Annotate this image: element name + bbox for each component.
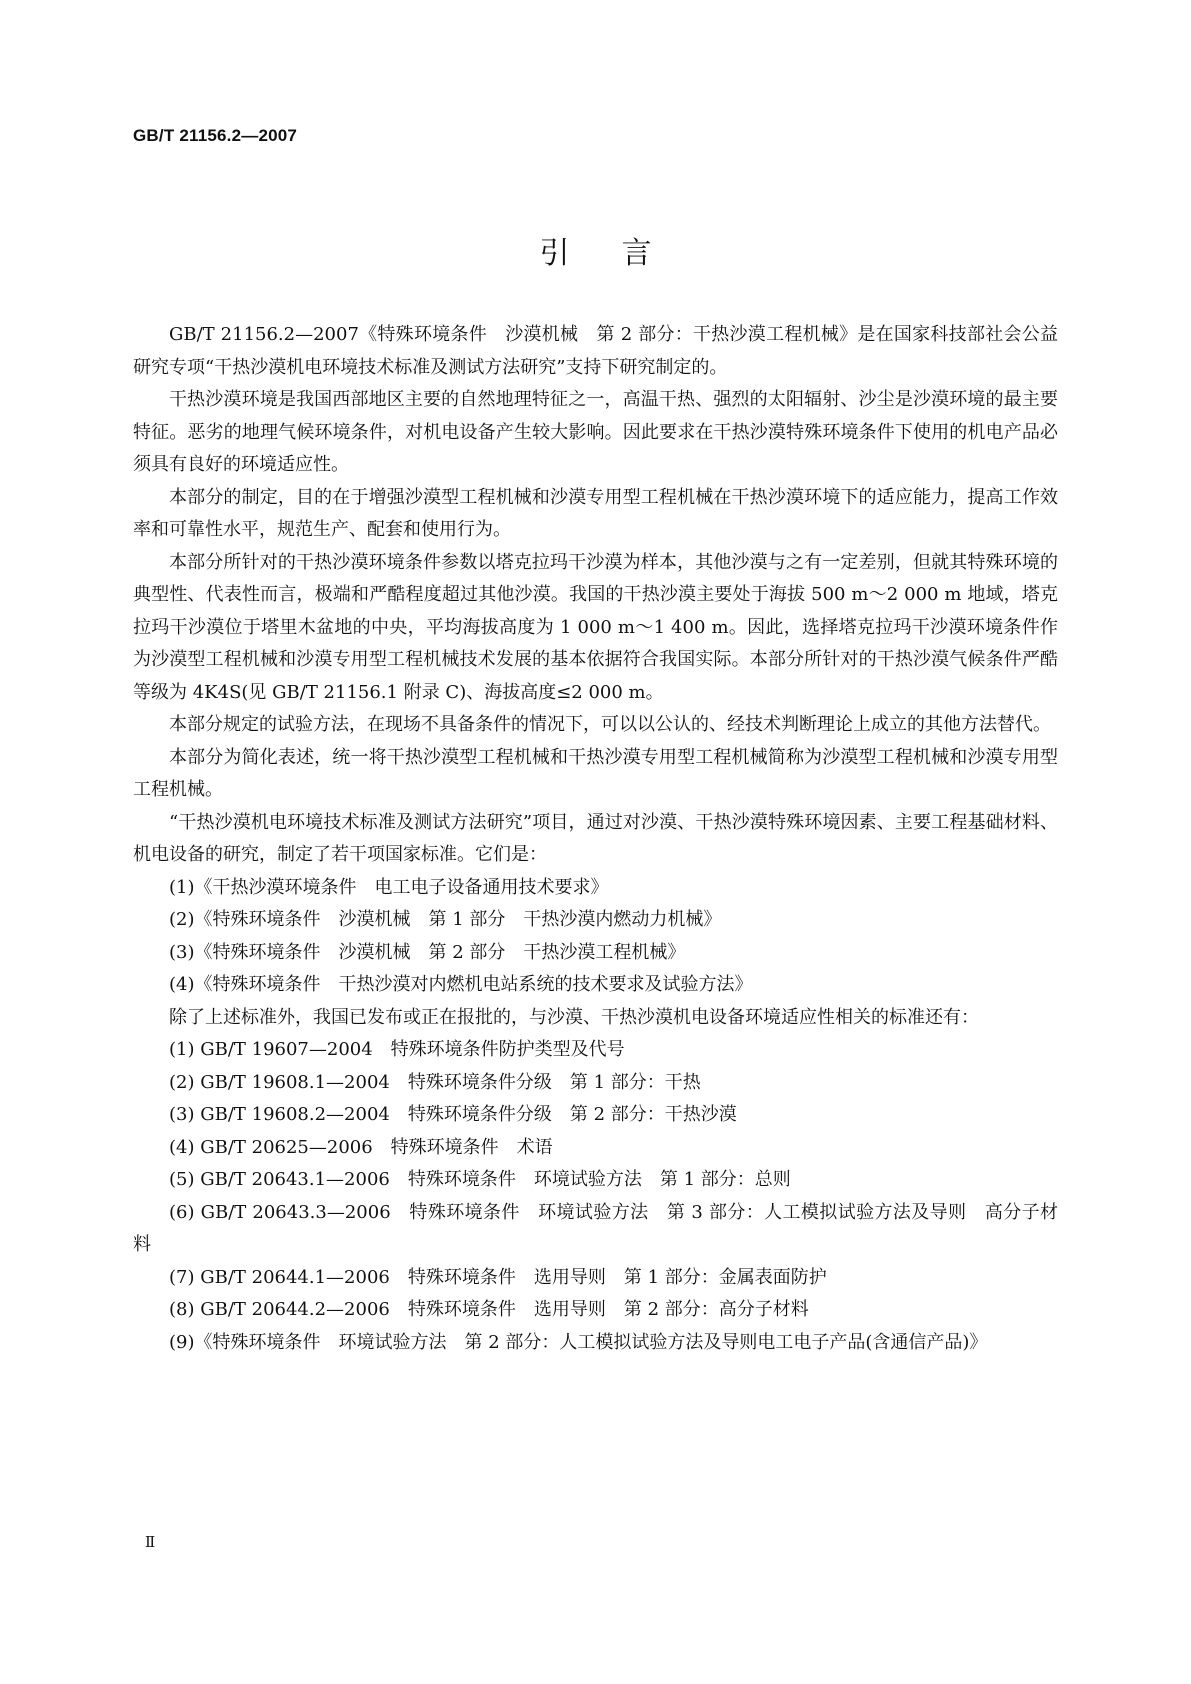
page-title: 引言 [539,236,704,271]
paragraph-environment: 干热沙漠环境是我国西部地区主要的自然地理特征之一，高温干热、强烈的太阳辐射、沙尘是沙漠环境的最主要特征。恶劣的地理气候环境条件，对机电设备产生较大影响。因此要求在干热沙漠特殊环境条件下使用的机电产品必须具有良好的环境适应性。 [133,389,1058,475]
list-item: (2) GB/T 19608.1—2004 特殊环境条件分级 第 1 部分：干热 [169,1071,701,1093]
list-item: (4) GB/T 20625—2006 特殊环境条件 术语 [169,1136,553,1158]
list-item: (9)《特殊环境条件 环境试验方法 第 2 部分：人工模拟试验方法及导则电工电子产品(含通信产品)》 [169,1331,988,1353]
list-item: (4)《特殊环境条件 干热沙漠对内燃机电站系统的技术要求及试验方法》 [169,974,753,995]
list-item: (8) GB/T 20644.2—2006 特殊环境条件 选用导则 第 2 部分：高分子材料 [169,1299,809,1320]
list-item: (5) GB/T 20643.1—2006 特殊环境条件 环境试验方法 第 1 部分：总则 [169,1169,791,1190]
list-item: (1) GB/T 19607—2004 特殊环境条件防护类型及代号 [169,1039,625,1060]
list-item: (2)《特殊环境条件 沙漠机械 第 1 部分 干热沙漠内燃动力机械》 [169,909,722,930]
page-number: Ⅱ [145,1533,156,1551]
paragraph-test-methods: 本部分规定的试验方法，在现场不具备条件的情况下，可以以公认的、经技术判断理论上成立的其他方法替代。 [169,714,1051,735]
paragraph-related-standards: 除了上述标准外，我国已发布或正在报批的，与沙漠、干热沙漠机电设备环境适应性相关的标准还有： [169,1006,979,1028]
list-item: (7) GB/T 20644.1—2006 特殊环境条件 选用导则 第 1 部分：金属表面防护 [169,1266,827,1288]
list-item: (3)《特殊环境条件 沙漠机械 第 2 部分 干热沙漠工程机械》 [169,941,686,963]
paragraph-abbreviation: 本部分为简化表述，统一将干热沙漠型工程机械和干热沙漠专用型工程机械简称为沙漠型工程机械和沙漠专用型工程机械。 [133,746,1058,800]
list-item: (6) GB/T 20643.3—2006 特殊环境条件 环境试验方法 第 3 部分：人工模拟试验方法及导则 高分子材料 [133,1201,1058,1255]
standard-code-header: GB/T 21156.2—2007 [133,126,298,145]
paragraph-project-standards: “干热沙漠机电环境技术标准及测试方法研究”项目，通过对沙漠、干热沙漠特殊环境因素、主要工程基础材料、机电设备的研究，制定了若干项国家标准。它们是： [133,811,1058,865]
list-item: (3) GB/T 19608.2—2004 特殊环境条件分级 第 2 部分：干热沙漠 [169,1104,737,1125]
list-item: (1)《干热沙漠环境条件 电工电子设备通用技术要求》 [169,876,609,898]
document-body [133,319,1058,1359]
paragraph-purpose: 本部分的制定，目的在于增强沙漠型工程机械和沙漠专用型工程机械在干热沙漠环境下的适应能力，提高工作效率和可靠性水平，规范生产、配套和使用行为。 [133,486,1058,540]
paragraph-parameters: 本部分所针对的干热沙漠环境条件参数以塔克拉玛干沙漠为样本，其他沙漠与之有一定差别，但就其特殊环境的典型性、代表性而言，极端和严酷程度超过其他沙漠。我国的干热沙漠主要处于海拔 500 m～2 000 m 地域，塔克拉玛干沙漠位于塔里木盆地的中央，平均海拔高度为 1 000 m～1 400 m。因此，选择塔克拉玛干沙漠环境条件作为沙漠型工程机械和沙漠专用型工程机械技术发展的基本依据符合我国实际。本部分所针对的干热沙漠气候条件严酷等级为 4K4S(见 GB/T 21156.1 附录 C)、海拔高度≤2 000 m。 [133,551,1058,703]
paragraph-intro: GB/T 21156.2—2007《特殊环境条件 沙漠机械 第 2 部分：干热沙漠工程机械》是在国家科技部社会公益研究专项“干热沙漠机电环境技术标准及测试方法研究”支持下研究制定的。 [133,324,1058,378]
